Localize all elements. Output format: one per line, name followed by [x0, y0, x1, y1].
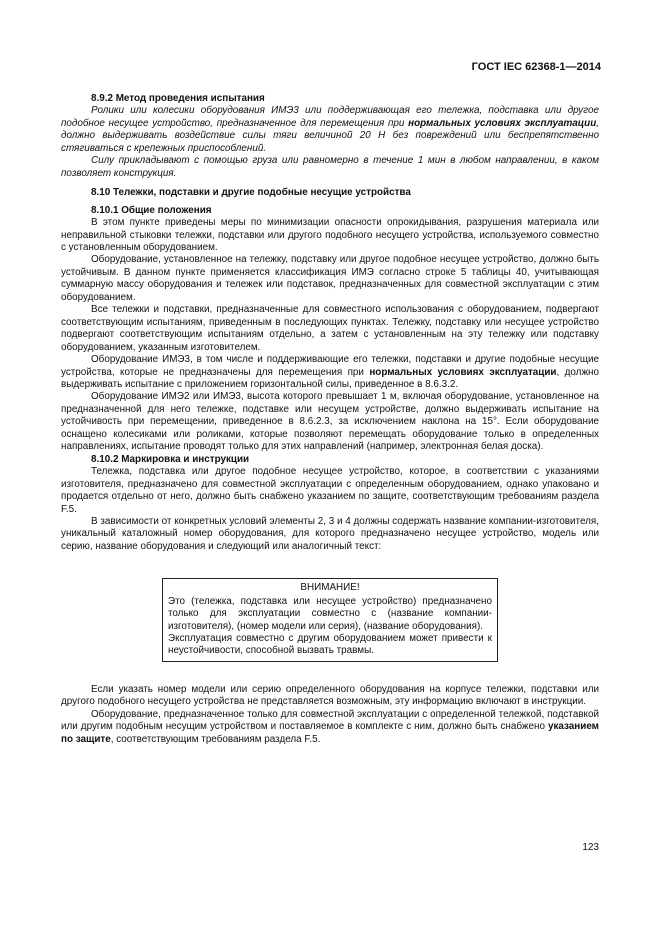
- warning-text: Эксплуатация совместно с другим оборудованием может привести к неустойчивости, способной вызвать травмы.: [168, 632, 492, 657]
- paragraph: В зависимости от конкретных условий элементы 2, 3 и 4 должны содержать название компании-изготовителя, уникальный каталожный номер оборудования, для которого предназначено несущее устройство, модель или серию, название оборудования и следующий или аналогичный текст:: [61, 515, 599, 552]
- paragraph: [61, 709, 599, 746]
- paragraph: В этом пункте приведены меры по минимизации опасности опрокидывания, разрушения материала или неправильной стыковки тележки, подставки или другого подобного несущего устройства, используемого совместно с установленным оборудованием.: [61, 217, 599, 253]
- section-heading-8-10-1: 8.10.1 Общие положения: [91, 204, 212, 216]
- text-run: Оборудование, предназначенное только для совместной эксплуатации с определенной тележкой, подставкой или другим подобным несущим устройством и поставляемое в комплекте с ним, должно быть снабжено: [61, 708, 599, 733]
- paragraph: Силу прикладывают с помощью груза или равномерно в течение 1 мин в любом направлении, в каком позволяет конструкция.: [61, 155, 599, 179]
- warning-box: [162, 578, 498, 661]
- section-heading-8-10: 8.10 Тележки, подставки и другие подобные несущие устройства: [91, 187, 411, 199]
- section-heading-8-10-2: 8.10.2 Маркировка и инструкции: [91, 453, 250, 465]
- term-bold: нормальных условиях эксплуатации: [369, 366, 557, 378]
- paragraph: [61, 354, 599, 391]
- text-run: , должно выдерживать испытание с приложением горизонтальной силы, приведенное в 8.6.3.2.: [61, 366, 599, 390]
- section-heading-8-9-2: 8.9.2 Метод проведения испытания: [91, 93, 265, 104]
- warning-title: ВНИМАНИЕ!: [300, 582, 360, 594]
- paragraph: Тележка, подставка или другое подобное несущее устройство, которое, в соответствии с указаниями изготовителя, предназначено для совместной эксплуатации с определенным оборудованием, однако упаковано и продается отдельно от него, должно быть снабжено указанием по защите, соответствующим требованиям раздела F.5.: [61, 466, 599, 515]
- text-run: Ролики или колесики оборудования ИМЭ3 или поддерживающая его тележка, подставка или другое подобное несущее устройство, предназначенное для перемещения при: [61, 105, 599, 129]
- text-run: , должно выдерживать воздействие силы тяги величиной 20 Н без повреждений или беспрепятственно стягиваться с крепежных приспособлений.: [61, 117, 599, 154]
- term-bold: нормальных условиях эксплуатации: [408, 117, 597, 129]
- text-run: , соответствующим требованиям раздела F.5.: [110, 733, 321, 745]
- warning-text: Это (тележка, подставка или несущее устройство) предназначено только для эксплуатации совместно с (название компании-изготовителя), (номер модели или серия), (название оборудования).: [168, 595, 492, 632]
- paragraph: [61, 105, 599, 155]
- paragraph: Если указать номер модели или серию определенного оборудования на корпусе тележки, подставки или другого подобного несущего устройства не представляется возможным, эту информацию включают в инструкции.: [61, 683, 599, 708]
- text-run: Оборудование ИМЭ3, в том числе и поддерживающие его тележки, подставки и другие подобные несущие устройства, которые не предназначены для перемещения при: [61, 354, 599, 378]
- paragraph: Все тележки и подставки, предназначенные для совместного использования с оборудованием, подвергают соответствующим испытаниям, приведенным в последующих пунктах. Тележку, подставку или несущее устройство подвергают соответствующим испытаниям отдельно, а затем с установленным на эту тележку или подставку оборудованием, указанным изготовителем.: [61, 304, 599, 353]
- paragraph: Оборудование, установленное на тележку, подставку или другое подобное несущее устройство, должно быть устойчивым. В данном пункте применяется классификация ИМЭ согласно строке 5 таблицы 40, учитывающая суммарную массу оборудования и тележек или подставок, предназначенных для совместной эксплуатации с этим оборудованием.: [61, 254, 599, 303]
- page-number: 123: [582, 842, 599, 853]
- paragraph: Оборудование ИМЭ2 или ИМЭ3, высота которого превышает 1 м, включая оборудование, установленное на предназначенной для него тележке, подставке или несущем устройстве, должно выдерживать испытание на устойчивость при перемещении, приведенное в 8.6.2.3, за исключением наклона на 15°. Если оборудование оснащено колесиками или роликами, которые позволяют перемещать оборудование только в определенных направлениях, испытание проводят только для этих направлений (например, электронная белая доска).: [61, 391, 599, 453]
- document-body: [61, 93, 599, 746]
- standard-header: ГОСТ IEC 62368-1—2014: [471, 61, 601, 73]
- term-bold: указанием по защите: [61, 721, 599, 745]
